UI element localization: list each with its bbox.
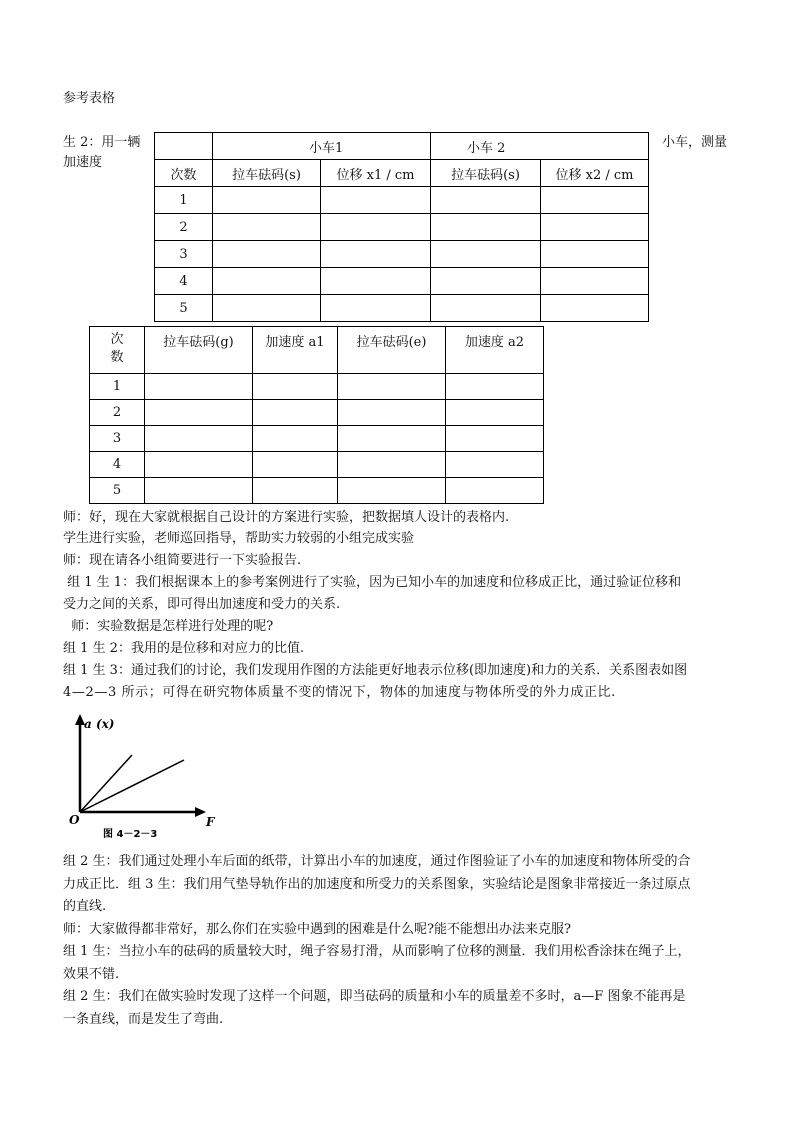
table-cell[interactable]	[541, 295, 649, 322]
table-cell[interactable]	[321, 241, 431, 268]
paragraph: 组 2 生：我们通过处理小车后面的纸带，计算出小车的加速度，通过作图验证了小车的加速度和物体所受的合	[63, 854, 691, 869]
table-cell[interactable]	[446, 400, 544, 426]
table-cell[interactable]	[338, 374, 446, 400]
intro-text-left-1: 生 2：用一辆	[63, 135, 141, 150]
column-header: 次 数	[90, 327, 145, 374]
shallow-line	[80, 760, 184, 812]
section-title: 参考表格	[63, 91, 116, 106]
table-cell[interactable]	[321, 295, 431, 322]
row-number: 1	[155, 187, 213, 214]
intro-text-left-2: 加速度	[63, 155, 103, 170]
table-cell[interactable]	[446, 452, 544, 478]
table-header-row	[90, 327, 544, 374]
table-cell[interactable]	[541, 241, 649, 268]
table-cell[interactable]	[446, 374, 544, 400]
paragraph: 组 1 生 2：我用的是位移和对应力的比值.	[63, 641, 305, 656]
paragraph: 力成正比．组 3 生：我们用气垫导轨作出的加速度和所受力的关系图象，实验结论是图象非常接近一条过原点	[63, 877, 691, 892]
group-header-cart1: 小车1	[213, 133, 431, 160]
table-row	[90, 478, 544, 504]
steep-line	[80, 755, 132, 812]
table-cell[interactable]	[541, 187, 649, 214]
paragraph: 学生进行实验，老师巡回指导，帮助实力较弱的小组完成实验	[63, 531, 415, 546]
table-cell[interactable]	[338, 478, 446, 504]
row-number: 1	[90, 374, 145, 400]
row-number: 3	[90, 426, 145, 452]
x-axis-label: F	[206, 815, 215, 829]
table-cell[interactable]	[253, 426, 338, 452]
column-header: 拉车砝码(s)	[431, 160, 541, 187]
row-number: 2	[155, 214, 213, 241]
acceleration-force-graph	[60, 712, 230, 842]
table-cell[interactable]	[321, 187, 431, 214]
acceleration-table	[89, 326, 544, 504]
column-header: 加速度 a1	[253, 327, 338, 374]
table-cell[interactable]	[431, 241, 541, 268]
paragraph: 组 2 生：我们在做实验时发现了这样一个问题，即当砝码的质量和小车的质量差不多时，a—F 图象不能再是	[63, 989, 686, 1004]
column-header: 拉车砝码(e)	[338, 327, 446, 374]
table-cell[interactable]	[338, 452, 446, 478]
table-row	[155, 295, 649, 322]
group-header-cart2: 小车 2	[431, 133, 649, 160]
table-cell[interactable]	[213, 268, 321, 295]
y-axis-label: a (x)	[84, 717, 115, 731]
origin-label: O	[69, 813, 80, 827]
paragraph: 师：好，现在大家就根据自己设计的方案进行实验，把数据填人设计的表格内.	[63, 510, 510, 525]
table-cell[interactable]	[446, 478, 544, 504]
table-row	[155, 268, 649, 295]
paragraph: 的直线.	[63, 899, 107, 914]
paragraph: 4—2—3 所示；可得在研究物体质量不变的情况下，物体的加速度与物体所受的外力成正比.	[63, 685, 616, 700]
table-cell[interactable]	[145, 478, 253, 504]
paragraph: 受力之间的关系，即可得出加速度和受力的关系.	[63, 597, 341, 612]
column-header: 位移 x2 / cm	[541, 160, 649, 187]
table-cell[interactable]	[213, 241, 321, 268]
table-cell[interactable]	[213, 214, 321, 241]
displacement-table	[154, 132, 649, 322]
paragraph: 组 1 生：当拉小车的砝码的质量较大时，绳子容易打滑，从而影响了位移的测量．我们用松香涂抹在绳子上，	[63, 944, 691, 959]
table-cell[interactable]	[541, 214, 649, 241]
table-cell[interactable]	[213, 295, 321, 322]
row-number: 3	[155, 241, 213, 268]
table-row	[90, 400, 544, 426]
table-header-row	[155, 160, 649, 187]
row-number: 5	[155, 295, 213, 322]
table-cell[interactable]	[321, 268, 431, 295]
table-cell[interactable]	[253, 374, 338, 400]
figure-caption: 图 4－2－3	[103, 829, 158, 840]
table-row	[90, 426, 544, 452]
paragraph: 组 1 生 1：我们根据课本上的参考案例进行了实验，因为已知小车的加速度和位移成正比，通过验证位移和	[63, 575, 682, 590]
x-axis-arrow	[195, 807, 206, 817]
table-cell	[155, 133, 213, 160]
table-cell[interactable]	[145, 400, 253, 426]
row-number: 4	[155, 268, 213, 295]
paragraph: 师：实验数据是怎样进行处理的呢?	[63, 619, 274, 634]
table-cell[interactable]	[446, 426, 544, 452]
table-cell[interactable]	[338, 426, 446, 452]
table-cell[interactable]	[431, 214, 541, 241]
table-cell[interactable]	[541, 268, 649, 295]
table-cell[interactable]	[338, 400, 446, 426]
column-header: 位移 x1 / cm	[321, 160, 431, 187]
table-cell[interactable]	[253, 400, 338, 426]
paragraph: 师：大家做得都非常好，那么你们在实验中遇到的困难是什么呢?能不能想出办法来克服?	[63, 922, 571, 937]
table-row	[155, 133, 649, 160]
table-cell[interactable]	[253, 478, 338, 504]
intro-text-right: 小车，测量	[662, 135, 728, 150]
table-row	[155, 187, 649, 214]
table-row	[90, 374, 544, 400]
column-header: 次数	[155, 160, 213, 187]
table-row	[90, 452, 544, 478]
table-cell[interactable]	[321, 214, 431, 241]
paragraph: 组 1 生 3：通过我们的讨论，我们发现用作图的方法能更好地表示位移(即加速度)和力的关系．关系图表如图	[63, 663, 688, 678]
table-cell[interactable]	[145, 374, 253, 400]
table-cell[interactable]	[431, 268, 541, 295]
table-cell[interactable]	[145, 452, 253, 478]
paragraph: 效果不错.	[63, 967, 120, 982]
table-cell[interactable]	[431, 187, 541, 214]
table-cell[interactable]	[145, 426, 253, 452]
table-row	[155, 214, 649, 241]
row-number: 2	[90, 400, 145, 426]
paragraph: 一条直线，而是发生了弯曲.	[63, 1012, 224, 1027]
table-cell[interactable]	[253, 452, 338, 478]
column-header: 拉车砝码(s)	[213, 160, 321, 187]
column-header: 加速度 a2	[446, 327, 544, 374]
paragraph: 师：现在请各小组简要进行一下实验报告.	[63, 553, 302, 568]
table-row	[155, 241, 649, 268]
column-header: 拉车砝码(g)	[145, 327, 253, 374]
table-cell[interactable]	[431, 295, 541, 322]
row-number: 4	[90, 452, 145, 478]
table-cell[interactable]	[213, 187, 321, 214]
row-number: 5	[90, 478, 145, 504]
